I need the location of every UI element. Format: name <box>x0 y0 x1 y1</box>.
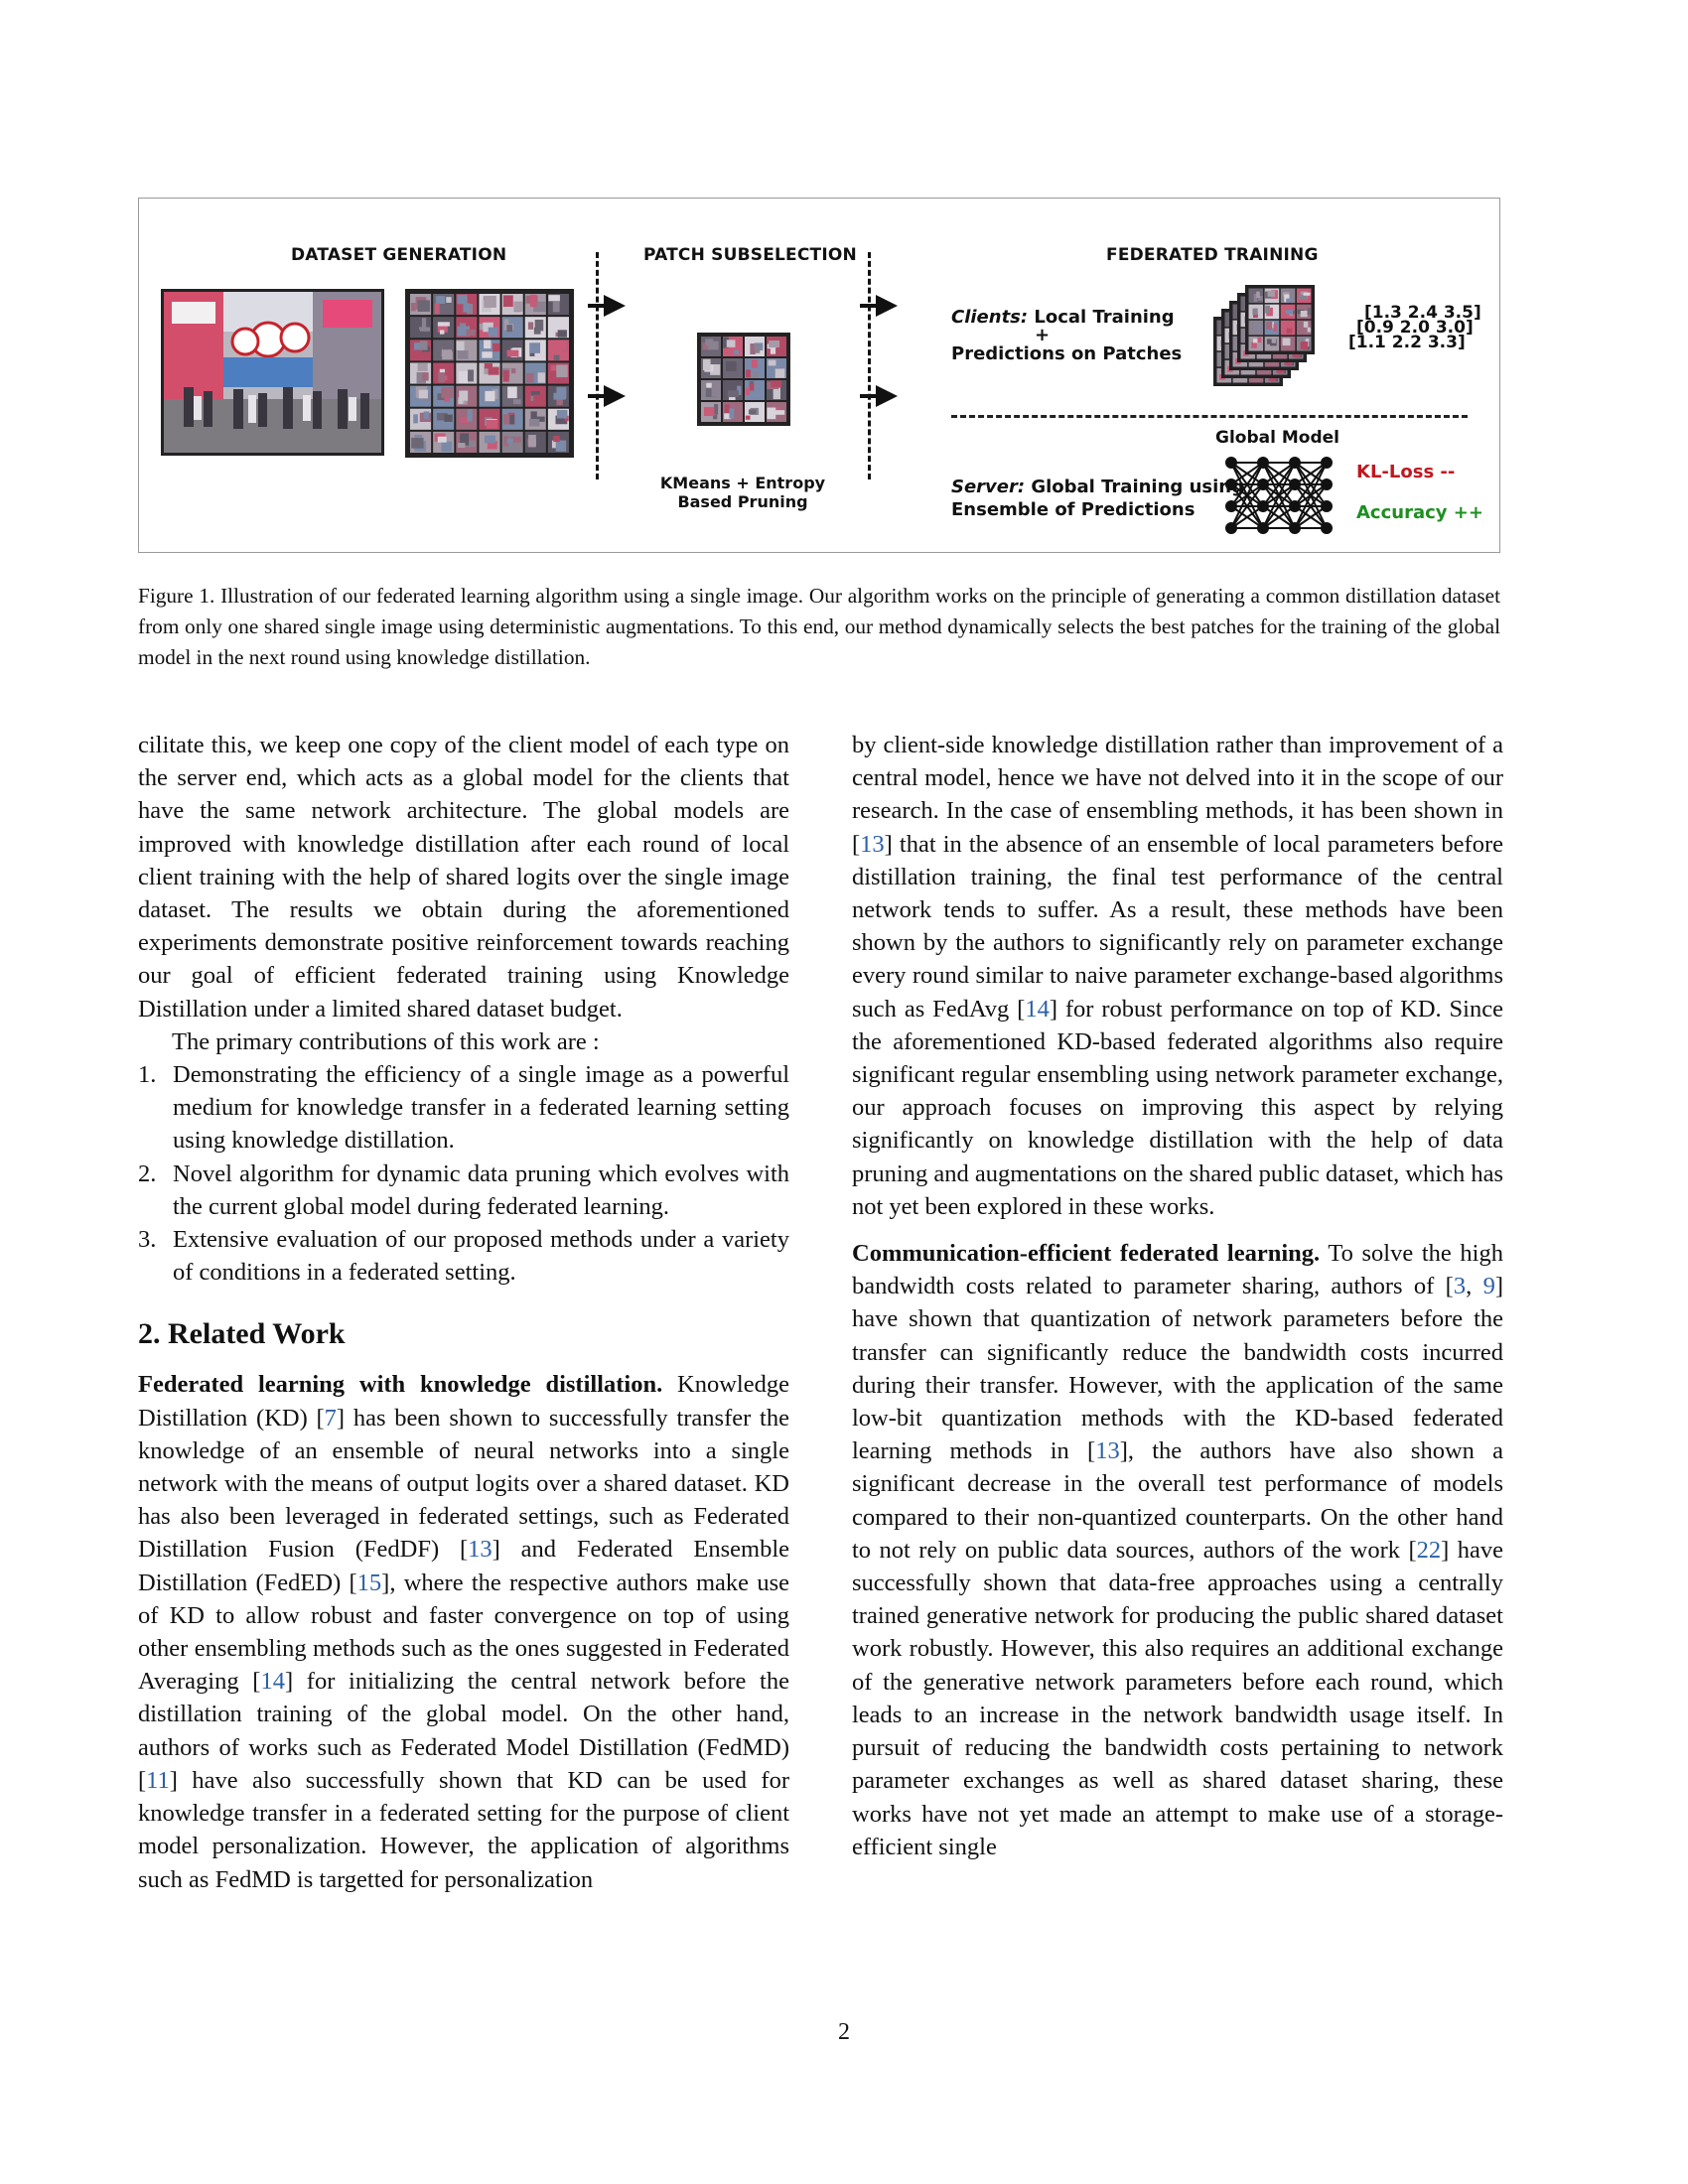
heading-dataset-generation: DATASET GENERATION <box>291 245 507 265</box>
list-item <box>138 1058 789 1158</box>
clients-predictions: Predictions on Patches <box>951 343 1183 364</box>
text-run: ], the authors have also shown a significant decrease in the overall test performance of models compared to their non-quantized counterparts. On the other hand to not rely on public data sources, authors of the work [ <box>852 1437 1503 1564</box>
figure-caption: Figure 1. Illustration of our federated learning algorithm using a single image. Our algorithm works on the principle of generating a common distillation dataset from only one shared single image using deterministic augmentations. To this end, our method dynamically selects the best patches for the training of the global model in the next round using knowledge distillation. <box>138 584 1500 669</box>
prediction-vector-2: [0.9 2.0 3.0] <box>1356 318 1474 338</box>
text-run: ] and Federated Ensemble Distillation (FedED) [ <box>138 1536 789 1596</box>
clients-plus: + <box>1035 325 1051 345</box>
citation-link[interactable]: 13 <box>468 1536 492 1564</box>
text-run: , <box>1466 1273 1483 1300</box>
text-run: by client-side knowledge distillation rather than improvement of a central model, hence we have not delved into it in the scope of our research. In the case of ensembling methods, it has been shown in [ <box>852 732 1503 858</box>
contributions-list <box>138 1058 789 1289</box>
accuracy-label: Accuracy ++ <box>1356 502 1483 523</box>
citation-link[interactable]: 7 <box>324 1404 337 1432</box>
right-column <box>852 729 1503 1863</box>
global-model-label: Global Model <box>1215 428 1339 448</box>
patch-grid <box>405 289 574 458</box>
prediction-vector-3: [1.1 2.2 3.3] <box>1348 333 1466 352</box>
server-description <box>951 476 1244 521</box>
citation-link[interactable]: 9 <box>1482 1273 1495 1300</box>
list-text: Extensive evaluation of our proposed methods under a variety of conditions in a federated setting. <box>173 1226 789 1287</box>
server-ensemble: Ensemble of Predictions <box>951 499 1196 520</box>
left-column <box>138 729 789 1896</box>
server-global-training: Global Training using <box>1025 477 1244 497</box>
arrow-right-icon <box>588 385 626 407</box>
paragraph-title: Federated learning with knowledge distillation. <box>138 1371 663 1399</box>
pruning-line-2: Based Pruning <box>677 492 808 511</box>
citation-link[interactable]: 3 <box>1453 1273 1467 1300</box>
clients-label: Clients: <box>951 307 1029 328</box>
citation-link[interactable]: 14 <box>1025 995 1050 1023</box>
text-run: ] have shown that quantization of network parameters before the transfer can significantly reduce the bandwidth costs incurred during their transfer. However, with the application of the same low-bit quantization methods with the KD-based federated learning methods in [ <box>852 1273 1503 1465</box>
list-text: Novel algorithm for dynamic data pruning which evolves with the current global model during federated learning. <box>173 1160 789 1220</box>
prediction-vector-1: [1.3 2.4 3.5] <box>1364 303 1481 323</box>
list-item <box>138 1223 789 1289</box>
text-run: ] have successfully shown that data-free approaches using a centrally trained generative network for producing the public shared dataset work robustly. However, this also requires an additional exchange of the generative network parameters before each round, which leads to an increase in the network bandwidth usage itself. In pursuit of reducing the bandwidth costs pertaining to network parameter exchanges as well as shared dataset sharing, these works have not yet made an attempt to make use of a storage-efficient single <box>852 1536 1503 1860</box>
text-run: Knowledge Distillation (KD) [ <box>138 1371 789 1432</box>
divider-2 <box>868 252 871 479</box>
contributions-intro: The primary contributions of this work are : <box>172 1027 600 1055</box>
communication-efficient-paragraph <box>852 1237 1503 1863</box>
server-label: Server: <box>951 477 1026 497</box>
kl-loss-label: KL-Loss -- <box>1356 462 1456 482</box>
pruning-line-1: KMeans + Entropy <box>659 474 826 492</box>
text-run: To solve the high bandwidth costs related to parameter sharing, authors of [ <box>852 1240 1503 1300</box>
text-run: ] have also successfully shown that KD can be used for knowledge transfer in a federated setting for the purpose of client model personalization. However, the application of algorithms such as FedMD is targetted for personalization <box>138 1766 789 1893</box>
page-number: 2 <box>838 2019 850 2045</box>
source-image <box>161 289 384 456</box>
list-number: 3. <box>138 1226 157 1254</box>
related-work-kd-paragraph <box>138 1368 789 1895</box>
text-run: ], where the respective authors make use of KD to allow robust and faster convergence on top of using other ensembling methods such as the ones suggested in Federated Averaging [ <box>138 1569 789 1696</box>
intro-paragraph: cilitate this, we keep one copy of the client model of each type on the server end, which acts as a global model for the clients that have the same network architecture. The global models are improved with knowledge distillation after each round of local client training with the help of shared logits over the single image dataset. The results we obtain during the aforementioned experiments demonstrate positive reinforcement towards reaching our goal of efficient federated training using Knowledge Distillation under a limited shared dataset budget. <box>138 732 789 1023</box>
clients-description <box>951 306 1182 365</box>
divider-1 <box>596 252 599 479</box>
citation-link[interactable]: 22 <box>1416 1536 1442 1564</box>
paragraph-title: Communication-efficient federated learning. <box>852 1240 1321 1268</box>
text-run: ] has been shown to successfully transfer the knowledge of an ensemble of neural networks into a single network with the means of output logits over a shared dataset. KD has also been leveraged in federated settings, such as Federated Distillation Fusion (FedDF) [ <box>138 1404 789 1564</box>
list-item <box>138 1158 789 1223</box>
list-text: Demonstrating the efficiency of a single image as a powerful medium for knowledge transfer in a federated learning setting using knowledge distillation. <box>173 1061 789 1155</box>
text-run: ] for robust performance on top of KD. Since the aforementioned KD-based federated algorithms also require significant regular ensembling using network parameter exchange, our approach focuses on improving this aspect by relying significantly on knowledge distillation with the help of data pruning and augmentations on the shared public dataset, which has not yet been explored in these works. <box>852 995 1503 1220</box>
text-run: ] for initializing the central network before the distillation training of the global model. On the other hand, authors of works such as Federated Model Distillation (FedMD) [ <box>138 1668 789 1794</box>
citation-link[interactable]: 11 <box>146 1766 170 1794</box>
citation-link[interactable]: 13 <box>860 830 885 858</box>
clients-local-training: Local Training <box>1028 307 1175 328</box>
ensembling-paragraph <box>852 729 1503 1223</box>
citation-link[interactable]: 15 <box>356 1569 382 1596</box>
text-run: ] that in the absence of an ensemble of local parameters before distillation training, the final test performance of the central network tends to suffer. As a result, these methods have been shown by the authors to significantly rely on parameter exchange every round similar to naive parameter exchange-based algorithms such as FedAvg [ <box>852 830 1503 1023</box>
client-server-divider <box>951 415 1468 418</box>
arrow-right-icon <box>588 295 626 317</box>
heading-federated-training: FEDERATED TRAINING <box>1106 245 1319 265</box>
citation-link[interactable]: 14 <box>260 1668 285 1696</box>
section-heading: 2. Related Work <box>138 1317 346 1351</box>
selected-patches <box>697 333 790 426</box>
arrow-right-icon <box>860 295 898 317</box>
pruning-label <box>655 474 830 511</box>
list-number: 1. <box>138 1061 157 1089</box>
list-number: 2. <box>138 1160 157 1187</box>
heading-patch-subselection: PATCH SUBSELECTION <box>643 245 857 265</box>
citation-link[interactable]: 13 <box>1095 1437 1120 1465</box>
figure-1 <box>138 198 1500 553</box>
arrow-right-icon <box>860 385 898 407</box>
